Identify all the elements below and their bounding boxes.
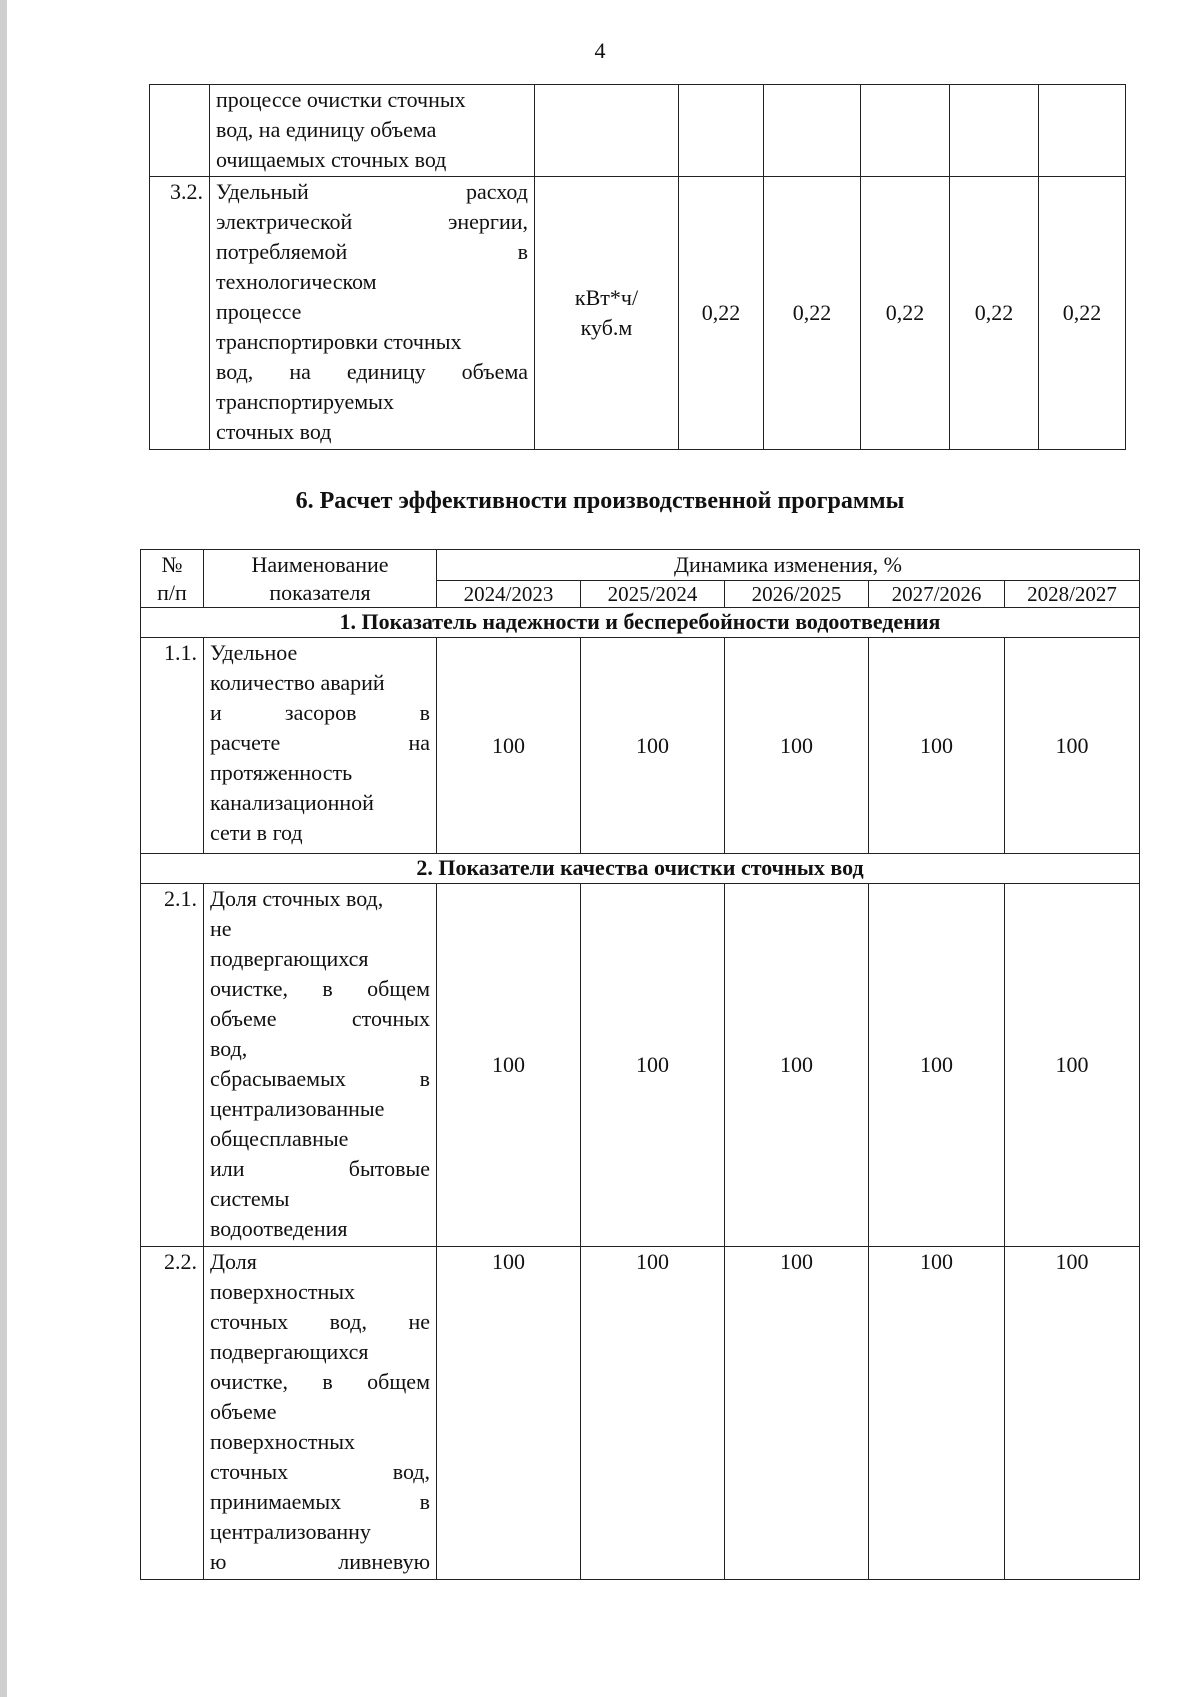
value-cell: 100 (581, 884, 725, 1247)
value-cell (764, 85, 861, 177)
text-line: сточных вод (216, 419, 332, 444)
year-header: 2028/2027 (1005, 581, 1140, 608)
text-line-split: потребляемой в (216, 239, 528, 264)
year-header: 2026/2025 (725, 581, 869, 608)
header-line: показателя (269, 579, 371, 605)
text-line: вод, (210, 1036, 248, 1061)
text-line: процессе (216, 299, 302, 324)
unit-line: куб.м (580, 315, 633, 340)
text-line: Доля сточных вод, (210, 886, 384, 911)
value-cell: 100 (1005, 884, 1140, 1247)
text-line-split: очистке, в общем (210, 976, 430, 1001)
value-cell: 0,22 (861, 177, 950, 450)
value-cell: 0,22 (679, 177, 764, 450)
text-line-split: или бытовые (210, 1156, 430, 1181)
text-line-split: вод, на единицу объема (216, 359, 528, 384)
text-line: Доля (210, 1249, 257, 1274)
text-line: протяженность (210, 760, 353, 785)
text-line-split: объеме сточных (210, 1006, 430, 1031)
text-line: объеме (210, 1399, 277, 1424)
value-cell: 100 (437, 884, 581, 1247)
value-cell: 100 (869, 884, 1005, 1247)
year-header: 2024/2023 (437, 581, 581, 608)
value-cell: 100 (725, 638, 869, 854)
unit-line: кВт*ч/ (574, 285, 639, 310)
value-cell: 100 (1005, 1247, 1140, 1580)
page-number: 4 (594, 38, 606, 63)
text-line: транспортируемых (216, 389, 394, 414)
efficiency-table (140, 549, 1140, 1580)
header-line: № (161, 551, 183, 577)
value-cell: 100 (581, 1247, 725, 1580)
section-title: 2. Показатели качества очистки сточных вод (141, 854, 1140, 884)
indicator-name (204, 884, 437, 1247)
table-row-3-2 (150, 177, 1126, 450)
row-number: 1.1. (141, 638, 204, 854)
table-row-2-1 (141, 884, 1140, 1247)
text-line: сети в год (210, 820, 303, 845)
value-cell (861, 85, 950, 177)
text-line: процессе очистки сточных (216, 87, 466, 112)
unit-cell (535, 85, 679, 177)
text-line: подвергающихся (210, 946, 369, 971)
scan-edge (0, 0, 7, 1697)
section-row-2 (141, 854, 1140, 884)
value-cell (679, 85, 764, 177)
col-header-name (204, 550, 437, 608)
text-line: централизованну (210, 1519, 371, 1544)
section-heading: 6. Расчет эффективности производственной программы (295, 488, 905, 514)
text-line: очищаемых сточных вод (216, 147, 447, 172)
value-cell: 100 (869, 1247, 1005, 1580)
value-cell: 100 (581, 638, 725, 854)
text-line-split: очистке, в общем (210, 1369, 430, 1394)
value-cell: 100 (725, 1247, 869, 1580)
indicator-name (210, 177, 535, 450)
value-cell: 0,22 (1039, 177, 1126, 450)
text-line: подвергающихся (210, 1339, 369, 1364)
table-row-1-1 (141, 638, 1140, 854)
text-line: водоотведения (210, 1216, 348, 1241)
text-line: Удельное (210, 640, 298, 665)
text-line-split: ю ливневую (210, 1549, 430, 1574)
text-line-split: электрической энергии, (216, 209, 528, 234)
text-line: вод, на единицу объема (216, 117, 437, 142)
value-cell (1039, 85, 1126, 177)
text-line: поверхностных (210, 1429, 356, 1454)
text-line: канализационной (210, 790, 374, 815)
text-line-split: Удельный расход (216, 179, 528, 204)
text-line: системы (210, 1186, 290, 1211)
text-line-split: и засоров в (210, 700, 430, 725)
indicator-name (204, 1247, 437, 1580)
col-header-dynamics: Динамика изменения, % (437, 550, 1140, 581)
year-header: 2025/2024 (581, 581, 725, 608)
value-cell: 100 (1005, 638, 1140, 854)
top-table (149, 84, 1126, 450)
table-row-continued (150, 85, 1126, 177)
continued-indicator-name (210, 85, 535, 177)
value-cell: 0,22 (950, 177, 1039, 450)
text-line: количество аварий (210, 670, 385, 695)
unit-cell (535, 177, 679, 450)
text-line-split: сточных вод, не (210, 1309, 430, 1334)
row-num-empty (150, 85, 210, 177)
value-cell (950, 85, 1039, 177)
text-line: не (210, 916, 232, 941)
col-header-num (141, 550, 204, 608)
header-line: п/п (157, 579, 187, 605)
table-row-2-2 (141, 1247, 1140, 1580)
row-number: 2.1. (141, 884, 204, 1247)
value-cell: 100 (437, 1247, 581, 1580)
text-line-split: сбрасываемых в (210, 1066, 430, 1091)
row-number: 2.2. (141, 1247, 204, 1580)
section-title: 1. Показатель надежности и бесперебойности водоотведения (141, 608, 1140, 638)
text-line-split: расчете на (210, 730, 430, 755)
value-cell: 100 (869, 638, 1005, 854)
value-cell: 0,22 (764, 177, 861, 450)
value-cell: 100 (437, 638, 581, 854)
text-line: технологическом (216, 269, 377, 294)
indicator-name (204, 638, 437, 854)
value-cell: 100 (725, 884, 869, 1247)
text-line-split: принимаемых в (210, 1489, 430, 1514)
text-line: общесплавные (210, 1126, 349, 1151)
year-header: 2027/2026 (869, 581, 1005, 608)
text-line-split: сточных вод, (210, 1459, 430, 1484)
text-line: транспортировки сточных (216, 329, 462, 354)
header-line: Наименование (251, 551, 389, 577)
text-line: централизованные (210, 1096, 385, 1121)
section-row-1 (141, 608, 1140, 638)
row-number: 3.2. (150, 177, 210, 450)
text-line: поверхностных (210, 1279, 356, 1304)
header-row-1 (141, 550, 1140, 581)
